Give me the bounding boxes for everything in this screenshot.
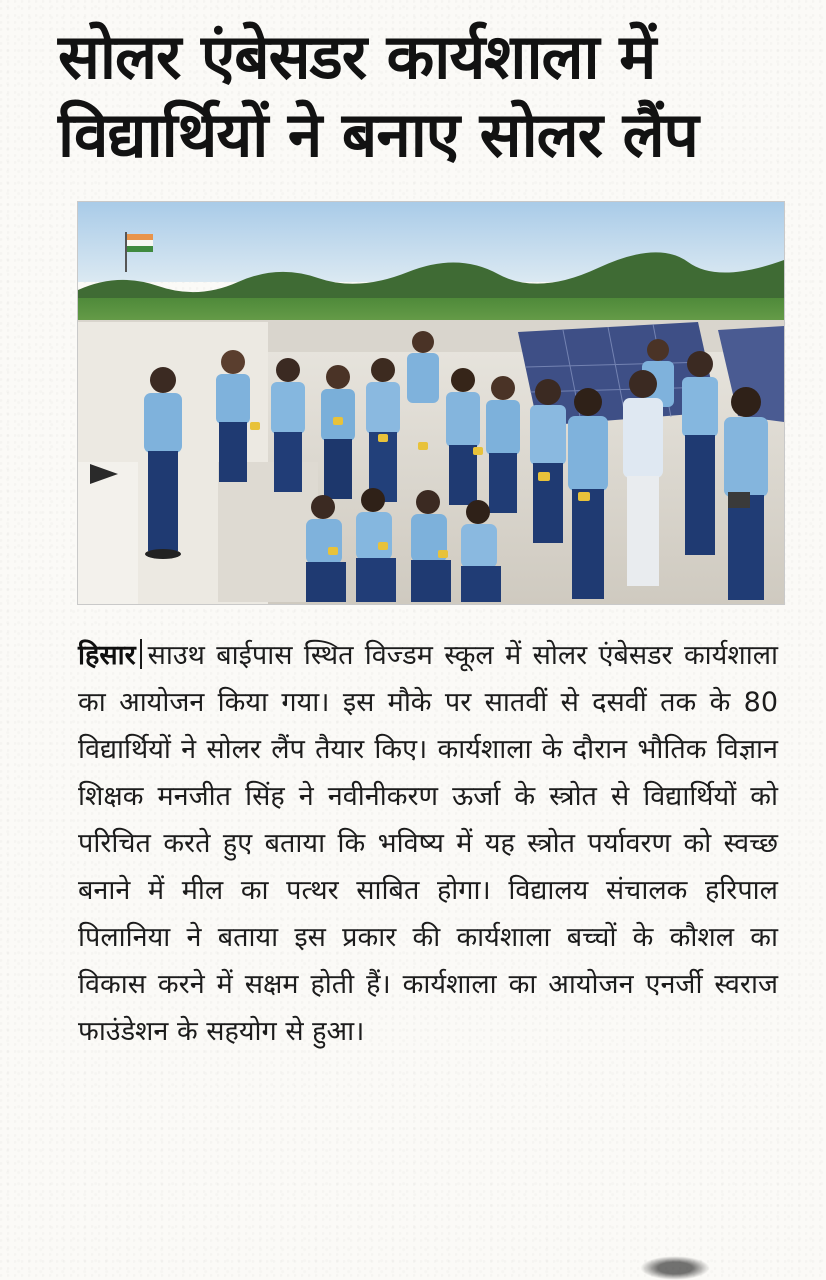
headline bbox=[58, 18, 798, 174]
article-body bbox=[78, 632, 778, 1055]
dateline: हिसार bbox=[78, 640, 136, 671]
headline-line-1: सोलर एंबेसडर कार्यशाला में bbox=[58, 20, 656, 93]
print-smudge bbox=[640, 1256, 710, 1280]
students-with-solar-lamps-image bbox=[78, 202, 784, 604]
dateline-separator bbox=[140, 639, 142, 669]
article-text: साउथ बाईपास स्थित विज्डम स्कूल में सोलर एंबेसडर कार्यशाला का आयोजन किया गया। इस मौके पर सातवीं से दसवीं तक के 80 विद्यार्थियों ने सोलर लैंप तैयार किए। कार्यशाला के दौरान भौतिक विज्ञान शिक्षक मनजीत सिंह ने नवीनीकरण ऊर्जा के स्त्रोत से विद्यार्थियों को परिचित करते हुए बताया कि भविष्य में यह स्त्रोत पर्यावरण को स्वच्छ बनाने में मील का पत्थर साबित होगा। विद्यालय संचालक हरिपाल पिलानिया ने बताया इस प्रकार की कार्यशाला बच्चों के कौशल का विकास करने में सक्षम होती हैं। कार्यशाला का आयोजन एनर्जी स्वराज फाउंडेशन के सहयोग से हुआ। bbox=[78, 640, 778, 1047]
news-photo bbox=[77, 201, 785, 605]
headline-line-2: विद्यार्थियों ने बनाए सोलर लैंप bbox=[58, 98, 698, 171]
